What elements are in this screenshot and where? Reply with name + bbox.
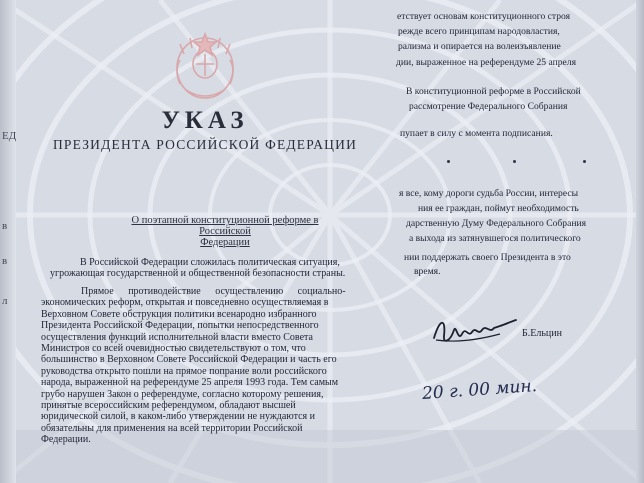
right-text-line: нии поддержать своего Президента в это [404,252,571,263]
margin-fragment: л [2,295,8,307]
decree-paragraph-2 [41,286,371,446]
paragraph-line: большинство в Верховном Совете Российской Федерации и часть его [41,354,337,366]
right-text-line: а выхода из затянувшегося политического [409,233,581,244]
signer-name: Б.Ельцин [522,328,562,339]
separator-dot [583,160,586,163]
paragraph-line: Верховном Совете обструкция политики всенародно избранного [41,308,317,320]
right-text-line: рализма и опирается на волеизъявление [398,41,561,52]
adjacent-page-edge [0,0,16,483]
margin-fragment: в [2,220,8,232]
paragraph-line: экономических реформ, открытая и повседневно осуществляемая в [41,297,329,309]
paragraph-line: юридической силой, в каком-либо утверждении не нуждаются и [41,411,315,423]
separator-dot [447,160,450,163]
president-signature [430,312,520,350]
right-text-line: режде всего принципам народовластия, [398,26,560,37]
right-text-line: дарственную Думу Федерального Собрания [406,218,587,229]
paragraph-line: Министров со всей очевидностью свидетельствуют о том, что [41,343,306,355]
decree-title: УКАЗ [161,107,249,134]
decree-paragraph-1 [50,257,370,280]
paragraph-line: осуществления функций исполнительной власти вместо Совета [41,331,313,343]
paragraph-line: руководства открыто пошли на прямое попрание воли российского [41,365,327,377]
right-text-line: етствует основам конституционного строя [397,11,571,22]
separator-dot [513,160,516,163]
right-text-line: В конституционной реформе в Российской [406,86,581,97]
decree-name-line: О поэтапной конституционной реформе в Российской [131,215,319,237]
right-text-line: дии, выраженное на референдуме 25 апреля [396,57,576,68]
paragraph-line: обязательны для применения на всей территории Российской [41,422,303,434]
right-text-line: пупает в силу с момента подписания. [400,128,553,139]
right-text-line: время. [414,266,441,277]
decree-name [105,215,345,248]
margin-fragment: ЕД [2,130,17,142]
paragraph-line: грубо нарушен Закон о референдуме, согласно которому решения, [41,388,324,400]
paragraph-line: угрожающая государственной и общественной безопасности страны. [50,268,346,280]
paragraph-line: народа, выраженной на референдуме 25 апреля 1993 года. Тем самым [41,377,339,389]
right-text-line: ния ее граждан, поймут необходимость [418,203,579,214]
paragraph-line: Федерации. [41,434,91,446]
coat-of-arms-emblem [170,30,240,102]
paragraph-line: Президента Российской Федерации, попытки непосредственного [41,320,319,332]
decree-subtitle: ПРЕЗИДЕНТА РОССИЙСКОЙ ФЕДЕРАЦИИ [52,137,358,152]
paragraph-line: Прямое противодействие осуществлению социально- [81,286,346,297]
right-text-line: я все, кому дороги судьба России, интересы [399,188,579,199]
right-text-line: рассмотрение Федерального Собрания [409,101,568,112]
margin-fragment: в [2,255,8,267]
paragraph-line: В Российской Федерации сложилась политическая ситуация, [80,257,340,268]
paragraph-line: принятые всероссийским референдумом, обладают высшей [41,400,296,412]
decree-name-line: Федерации [200,237,250,248]
handwritten-note: 20 г. 00 мин. [421,376,538,404]
